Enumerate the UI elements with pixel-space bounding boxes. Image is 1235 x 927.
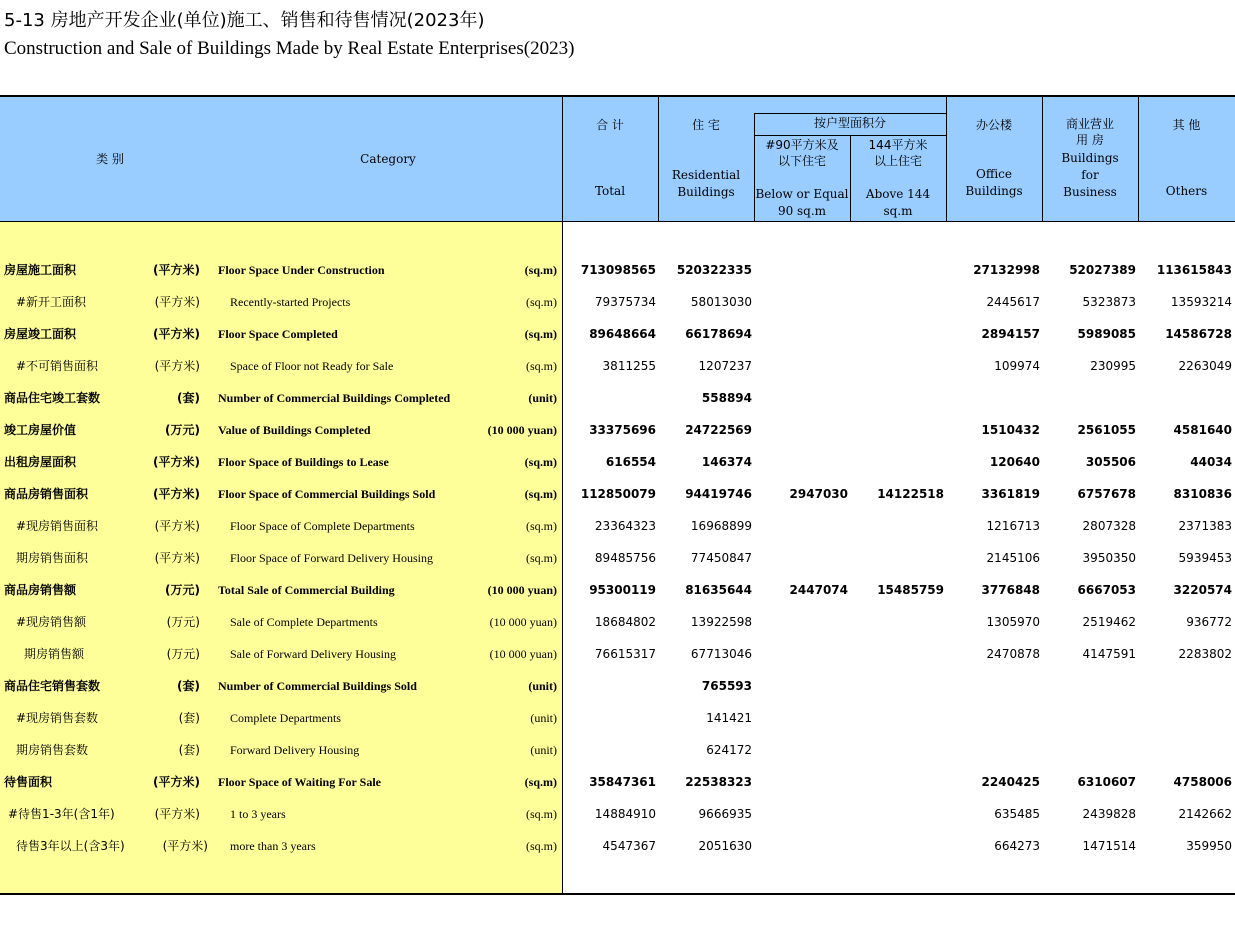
cell-business: 6310607 [1077, 775, 1136, 789]
cell-below90 [754, 638, 848, 670]
cell-others: 2142662 [1178, 807, 1232, 821]
cell-below90 [754, 382, 848, 414]
table-row [0, 734, 1235, 766]
header-business-cn-2: 用 房 [1076, 133, 1104, 147]
cell-below90 [754, 702, 848, 734]
row-label-cn: #现房销售面积 [16, 519, 99, 533]
row-unit-cn: (万元) [166, 615, 200, 629]
cell-residential: 58013030 [690, 295, 752, 309]
table-row [0, 254, 1235, 286]
row-label-cn: 商品房销售额 [4, 583, 77, 597]
row-unit-cn: (万元) [165, 423, 200, 437]
row-unit-en: (10 000 yuan) [489, 647, 557, 661]
row-label-en: Floor Space of Buildings to Lease [218, 455, 389, 469]
row-unit-en: (sq.m) [526, 839, 557, 853]
row-unit-en: (sq.m) [524, 487, 557, 501]
cell-total: 35847361 [589, 775, 656, 789]
table-row [0, 702, 1235, 734]
cell-residential: 16968899 [690, 519, 752, 533]
row-unit-en: (10 000 yuan) [487, 423, 557, 437]
cell-others: 3220574 [1173, 583, 1232, 597]
cell-others: 2263049 [1178, 359, 1232, 373]
cell-business: 1471514 [1082, 839, 1136, 853]
cell-business: 305506 [1085, 455, 1136, 469]
row-unit-cn: (平方米) [162, 839, 208, 853]
cell-total: 112850079 [580, 487, 656, 501]
cell-above144 [850, 510, 944, 542]
cell-business: 2439828 [1082, 807, 1136, 821]
header-office-cn: 办公楼 [975, 118, 1012, 132]
cell-above144 [850, 766, 944, 798]
cell-business: 5989085 [1077, 327, 1136, 341]
header-divider-1 [658, 96, 659, 222]
cell-below90 [754, 830, 848, 862]
table-row [0, 478, 1235, 510]
cell-above144 [850, 286, 944, 318]
cell-below90 [754, 798, 848, 830]
cell-residential: 24722569 [685, 423, 752, 437]
cell-office: 1305970 [986, 615, 1040, 629]
row-label-cn: 出租房屋面积 [4, 455, 77, 469]
header-business-en-2: for [1081, 168, 1099, 182]
row-unit-en: (sq.m) [526, 551, 557, 565]
cell-others: 2283802 [1178, 647, 1232, 661]
cell-residential: 66178694 [685, 327, 752, 341]
cell-total: 79375734 [594, 295, 656, 309]
row-unit-cn: (套) [178, 743, 200, 757]
row-unit-en: (sq.m) [526, 359, 557, 373]
header-divider-6 [1138, 96, 1139, 222]
row-label-en: Floor Space Completed [218, 327, 338, 341]
header-category-cn: 类 别 [96, 152, 124, 166]
cell-total: 3811255 [602, 359, 656, 373]
cell-total: 616554 [605, 455, 656, 469]
row-unit-cn: (平方米) [154, 807, 200, 821]
header-business-cn-1: 商业营业 [1065, 117, 1114, 131]
cell-total: 4547367 [602, 839, 656, 853]
cell-others: 359950 [1186, 839, 1232, 853]
cell-business [1042, 670, 1136, 702]
cell-office: 120640 [989, 455, 1040, 469]
header-office-en-1: Office [975, 167, 1013, 181]
row-label-cn: 房屋施工面积 [4, 263, 77, 277]
cell-total [562, 382, 656, 414]
row-unit-cn: (平方米) [154, 359, 200, 373]
cell-office: 1216713 [986, 519, 1040, 533]
row-unit-cn: (平方米) [153, 327, 200, 341]
table-row [0, 606, 1235, 638]
cell-others [1138, 382, 1232, 414]
cell-total: 18684802 [594, 615, 656, 629]
row-label-cn: 期房销售额 [24, 647, 85, 661]
row-label-en: Floor Space of Forward Delivery Housing [230, 551, 433, 565]
cell-others: 936772 [1186, 615, 1232, 629]
cell-business [1042, 382, 1136, 414]
header-above144-en-2: sq.m [883, 204, 913, 218]
cell-total: 89485756 [594, 551, 656, 565]
row-label-en: Floor Space of Complete Departments [230, 519, 415, 533]
cell-others [1138, 734, 1232, 766]
cell-business: 5323873 [1082, 295, 1136, 309]
header-above144-en-1: Above 144 [865, 187, 931, 201]
header-divider-4 [946, 96, 947, 222]
header-total-en: Total [594, 184, 626, 198]
row-label-cn: 竣工房屋价值 [4, 423, 77, 437]
cell-business [1042, 702, 1136, 734]
cell-above144 [850, 734, 944, 766]
row-unit-cn: (平方米) [153, 487, 200, 501]
table-row [0, 414, 1235, 446]
row-unit-cn: (万元) [166, 647, 200, 661]
header-above144-cn-1: 144平方米 [868, 138, 928, 152]
cell-office: 2240425 [981, 775, 1040, 789]
table-top-rule [0, 95, 1235, 97]
cell-others [1138, 702, 1232, 734]
cell-office: 2470878 [986, 647, 1040, 661]
row-label-en: Number of Commercial Buildings Sold [218, 679, 417, 693]
cell-total [562, 670, 656, 702]
cell-below90 [754, 606, 848, 638]
header-office-en-2: Buildings [965, 184, 1023, 198]
cell-above144 [850, 318, 944, 350]
row-unit-cn: (套) [177, 391, 200, 405]
row-unit-en: (unit) [528, 391, 557, 405]
cell-below90: 2447074 [789, 583, 848, 597]
cell-below90 [754, 510, 848, 542]
row-label-cn: 房屋竣工面积 [4, 327, 77, 341]
row-unit-en: (sq.m) [524, 775, 557, 789]
cell-residential: 141421 [706, 711, 752, 725]
cell-others: 4758006 [1173, 775, 1232, 789]
cell-business: 6757678 [1077, 487, 1136, 501]
row-unit-cn: (平方米) [154, 551, 200, 565]
cell-others: 4581640 [1173, 423, 1232, 437]
cell-others: 44034 [1190, 455, 1232, 469]
header-below90-en-2: 90 sq.m [777, 204, 827, 218]
cell-above144 [850, 798, 944, 830]
cell-office: 635485 [994, 807, 1040, 821]
cell-total: 14884910 [594, 807, 656, 821]
row-unit-en: (10 000 yuan) [487, 583, 557, 597]
header-by-area-cn: 按户型面积分 [813, 116, 886, 130]
cell-office: 27132998 [973, 263, 1040, 277]
cell-above144: 15485759 [877, 583, 944, 597]
cell-residential: 146374 [701, 455, 752, 469]
row-label-en: Sale of Complete Departments [230, 615, 378, 629]
header-business-en-1: Buildings [1061, 151, 1119, 165]
cell-business: 4147591 [1082, 647, 1136, 661]
cell-residential: 558894 [701, 391, 752, 405]
cell-residential: 520322335 [676, 263, 752, 277]
row-label-cn: 商品住宅销售套数 [4, 679, 101, 693]
cell-above144 [850, 830, 944, 862]
cell-below90: 2947030 [789, 487, 848, 501]
cell-business: 2561055 [1077, 423, 1136, 437]
cell-above144 [850, 542, 944, 574]
cell-residential: 77450847 [690, 551, 752, 565]
row-unit-cn: (万元) [165, 583, 200, 597]
cell-business: 52027389 [1069, 263, 1136, 277]
row-label-cn: #现房销售额 [16, 615, 87, 629]
cell-others [1138, 670, 1232, 702]
row-label-cn: 待售3年以上(含3年) [16, 839, 125, 853]
cell-total: 95300119 [589, 583, 656, 597]
cell-office: 2445617 [986, 295, 1040, 309]
cell-total: 33375696 [589, 423, 656, 437]
row-unit-en: (sq.m) [524, 263, 557, 277]
cell-office: 664273 [994, 839, 1040, 853]
cell-total: 23364323 [594, 519, 656, 533]
cell-above144 [850, 606, 944, 638]
row-label-en: Forward Delivery Housing [230, 743, 360, 757]
cell-business [1042, 734, 1136, 766]
cell-residential: 13922598 [690, 615, 752, 629]
row-unit-cn: (平方米) [153, 263, 200, 277]
row-label-cn: #新开工面积 [16, 295, 87, 309]
table-row [0, 638, 1235, 670]
cell-below90 [754, 318, 848, 350]
cell-others: 2371383 [1178, 519, 1232, 533]
header-below90-cn-1: #90平方米及 [765, 138, 839, 152]
header-residential-cn: 住 宅 [692, 118, 720, 132]
cell-above144 [850, 382, 944, 414]
table-row [0, 382, 1235, 414]
cell-above144: 14122518 [877, 487, 944, 501]
cell-office [946, 382, 1040, 414]
by-area-bottom-rule [754, 135, 947, 136]
cell-total: 89648664 [589, 327, 656, 341]
cell-below90 [754, 734, 848, 766]
header-residential-en-1: Residential [671, 168, 741, 182]
cell-residential: 1207237 [698, 359, 752, 373]
table-row [0, 542, 1235, 574]
row-unit-cn: (套) [177, 679, 200, 693]
table-row [0, 830, 1235, 862]
table-row [0, 798, 1235, 830]
header-below90-cn-2: 以下住宅 [777, 154, 826, 168]
header-total-cn: 合 计 [596, 118, 624, 132]
cell-above144 [850, 254, 944, 286]
header-business-en-3: Business [1063, 185, 1117, 199]
cell-others: 113615843 [1156, 263, 1232, 277]
row-unit-en: (unit) [530, 743, 557, 757]
row-unit-cn: (平方米) [154, 295, 200, 309]
row-label-en: Value of Buildings Completed [218, 423, 371, 437]
row-label-en: Floor Space of Commercial Buildings Sold [218, 487, 436, 501]
row-unit-en: (unit) [530, 711, 557, 725]
row-unit-cn: (平方米) [153, 455, 200, 469]
cell-below90 [754, 414, 848, 446]
row-unit-en: (unit) [528, 679, 557, 693]
cell-below90 [754, 286, 848, 318]
cell-total: 713098565 [580, 263, 656, 277]
page-title-cn: 5-13 房地产开发企业(单位)施工、销售和待售情况(2023年) [4, 10, 485, 31]
cell-residential: 94419746 [685, 487, 752, 501]
row-label-cn: 商品住宅竣工套数 [4, 391, 101, 405]
row-label-cn: #待售1-3年(含1年) [8, 807, 115, 821]
row-label-en: Space of Floor not Ready for Sale [230, 359, 394, 373]
cell-above144 [850, 702, 944, 734]
cell-office: 3776848 [981, 583, 1040, 597]
by-area-top-rule [754, 113, 947, 114]
row-label-cn: 商品房销售面积 [4, 487, 89, 501]
cell-residential: 624172 [706, 743, 752, 757]
cell-others: 8310836 [1173, 487, 1232, 501]
row-unit-en: (sq.m) [526, 807, 557, 821]
header-below90-en-1: Below or Equal [755, 187, 849, 201]
cell-office: 3361819 [981, 487, 1040, 501]
table-row [0, 318, 1235, 350]
row-unit-en: (sq.m) [526, 519, 557, 533]
table-row [0, 350, 1235, 382]
header-category-en: Category [360, 152, 416, 166]
row-label-en: Floor Space Under Construction [218, 263, 385, 277]
cell-residential: 22538323 [685, 775, 752, 789]
cell-others: 13593214 [1170, 295, 1232, 309]
row-unit-en: (10 000 yuan) [489, 615, 557, 629]
cell-total [562, 734, 656, 766]
cell-below90 [754, 254, 848, 286]
row-label-en: 1 to 3 years [230, 807, 286, 821]
row-label-en: Sale of Forward Delivery Housing [230, 647, 396, 661]
cell-business: 230995 [1090, 359, 1136, 373]
table-row [0, 286, 1235, 318]
cell-office [946, 670, 1040, 702]
cell-office: 2894157 [981, 327, 1040, 341]
row-unit-en: (sq.m) [524, 327, 557, 341]
cell-office [946, 734, 1040, 766]
header-others-cn: 其 他 [1172, 118, 1201, 132]
row-label-en: Complete Departments [230, 711, 341, 725]
row-label-cn: 期房销售套数 [16, 743, 89, 757]
cell-total: 76615317 [594, 647, 656, 661]
table-row [0, 446, 1235, 478]
row-unit-en: (sq.m) [524, 455, 557, 469]
row-unit-cn: (套) [178, 711, 200, 725]
cell-below90 [754, 446, 848, 478]
cell-office: 2145106 [986, 551, 1040, 565]
cell-below90 [754, 542, 848, 574]
cell-business: 6667053 [1077, 583, 1136, 597]
header-bottom-rule [0, 221, 1235, 222]
cell-total [562, 702, 656, 734]
cell-above144 [850, 670, 944, 702]
table-bottom-rule [0, 893, 1235, 895]
row-label-en: Total Sale of Commercial Building [218, 583, 395, 597]
page-title-en: Construction and Sale of Buildings Made by Real Estate Enterprises(2023) [4, 38, 575, 59]
cell-others: 14586728 [1165, 327, 1232, 341]
table-row [0, 766, 1235, 798]
table-row [0, 574, 1235, 606]
cell-below90 [754, 766, 848, 798]
cell-above144 [850, 414, 944, 446]
row-label-cn: #现房销售套数 [16, 711, 99, 725]
row-label-en: more than 3 years [230, 839, 316, 853]
row-unit-en: (sq.m) [526, 295, 557, 309]
cell-business: 2519462 [1082, 615, 1136, 629]
table-row [0, 510, 1235, 542]
cell-above144 [850, 446, 944, 478]
header-residential-en-2: Buildings [677, 185, 735, 199]
row-label-cn: 期房销售面积 [16, 551, 89, 565]
cell-residential: 2051630 [698, 839, 752, 853]
row-label-cn: #不可销售面积 [16, 359, 99, 373]
cell-residential: 765593 [701, 679, 752, 693]
cell-business: 2807328 [1082, 519, 1136, 533]
table-row [0, 670, 1235, 702]
cell-office: 1510432 [981, 423, 1040, 437]
row-label-cn: 待售面积 [4, 775, 53, 789]
cell-office: 109974 [994, 359, 1040, 373]
row-label-en: Floor Space of Waiting For Sale [218, 775, 382, 789]
cell-residential: 81635644 [685, 583, 752, 597]
row-label-en: Number of Commercial Buildings Completed [218, 391, 451, 405]
cell-residential: 67713046 [690, 647, 752, 661]
header-others-en: Others [1165, 184, 1208, 198]
cell-others: 5939453 [1178, 551, 1232, 565]
cell-business: 3950350 [1082, 551, 1136, 565]
cell-office [946, 702, 1040, 734]
header-above144-cn-2: 以上住宅 [873, 154, 922, 168]
cell-above144 [850, 638, 944, 670]
row-label-en: Recently-started Projects [230, 295, 351, 309]
cell-below90 [754, 350, 848, 382]
row-unit-cn: (平方米) [154, 519, 200, 533]
row-unit-cn: (平方米) [153, 775, 200, 789]
cell-above144 [850, 350, 944, 382]
cell-residential: 9666935 [698, 807, 752, 821]
cell-below90 [754, 670, 848, 702]
